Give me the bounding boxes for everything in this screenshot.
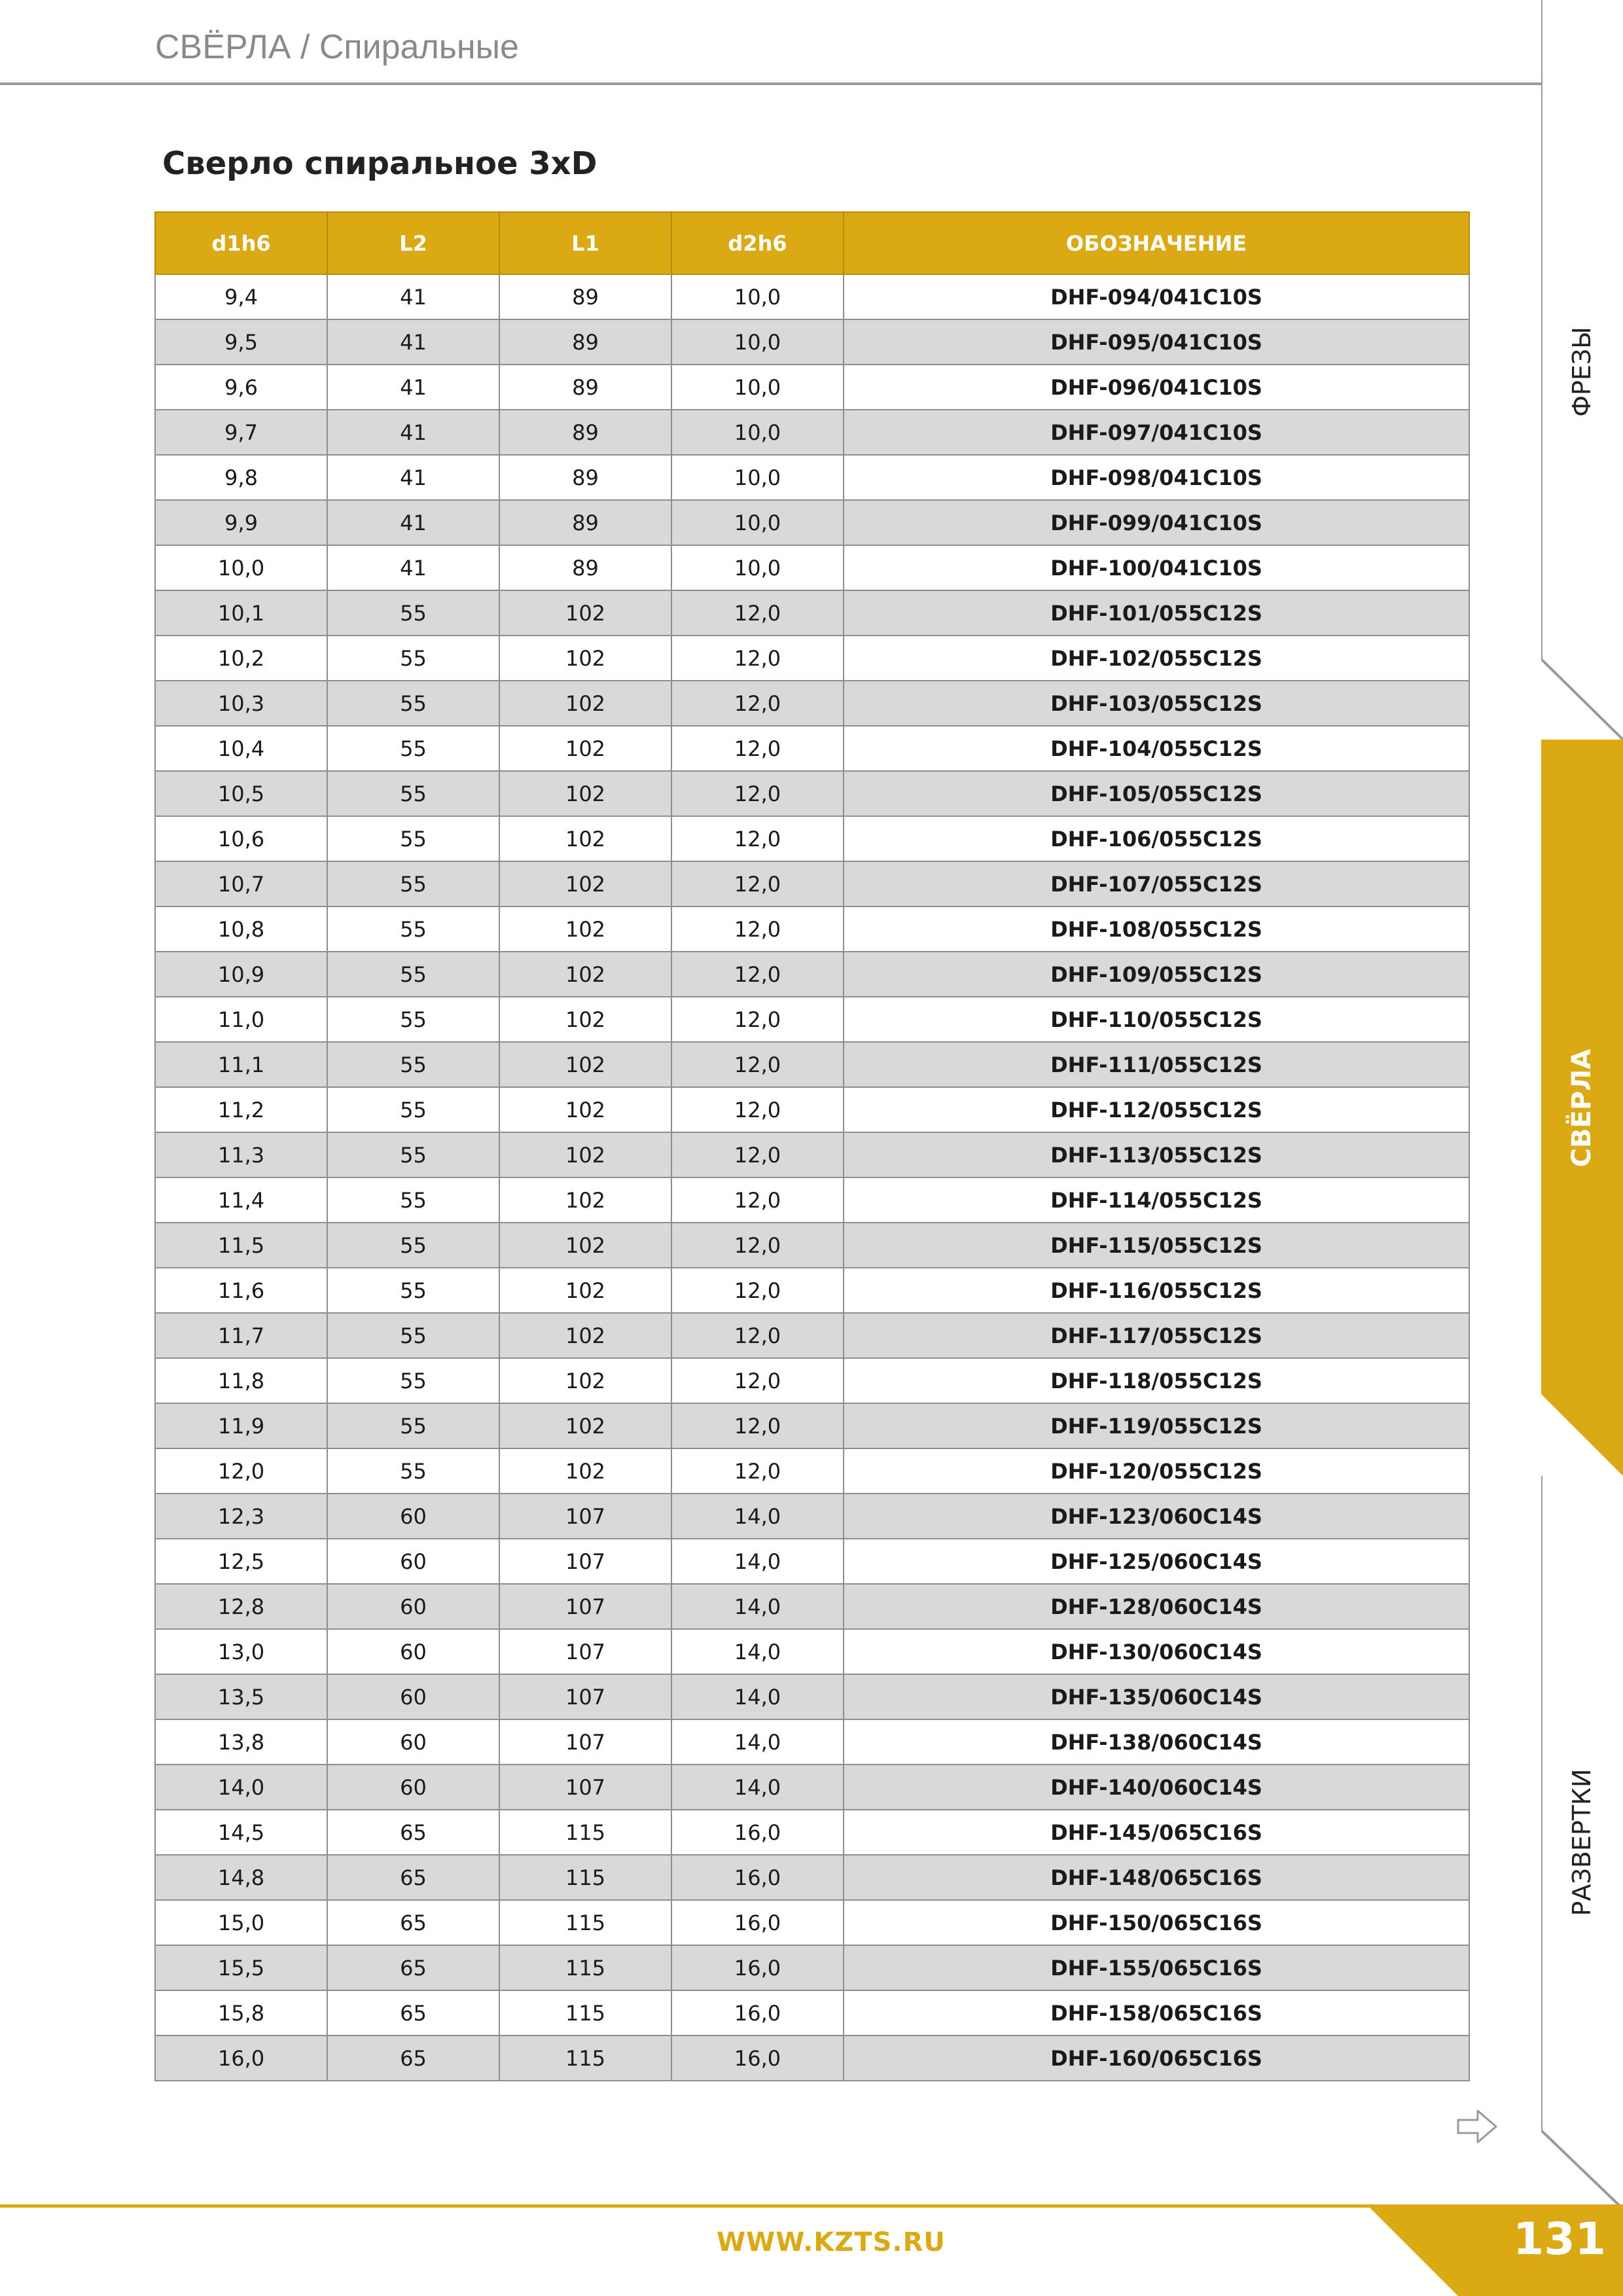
table-cell-l2: 41 xyxy=(327,455,499,500)
table-cell-d1h6: 11,3 xyxy=(155,1132,327,1177)
page-title: Сверло спиральное 3xD xyxy=(162,145,597,182)
table-cell-d2h6: 12,0 xyxy=(671,726,844,771)
table-cell-l1: 107 xyxy=(499,1494,671,1539)
header-divider xyxy=(0,82,1541,85)
table-row xyxy=(155,590,1469,636)
table-row xyxy=(155,952,1469,997)
column-header-d1h6: d1h6 xyxy=(155,212,327,274)
table-cell-designation: DHF-108/055C12S xyxy=(844,906,1469,952)
table-cell-d1h6: 9,5 xyxy=(155,319,327,365)
table-cell-designation: DHF-148/065C16S xyxy=(844,1855,1469,1900)
table-cell-d2h6: 12,0 xyxy=(671,1223,844,1268)
column-header-designation: ОБОЗНАЧЕНИЕ xyxy=(844,212,1469,274)
table-cell-d2h6: 10,0 xyxy=(671,545,844,590)
table-cell-d1h6: 12,8 xyxy=(155,1584,327,1629)
side-tab-milling[interactable]: ФРЕЗЫ xyxy=(1567,327,1596,417)
table-cell-l2: 55 xyxy=(327,1132,499,1177)
table-cell-l2: 41 xyxy=(327,410,499,455)
table-cell-d1h6: 11,7 xyxy=(155,1313,327,1358)
table-cell-d2h6: 10,0 xyxy=(671,455,844,500)
table-cell-d2h6: 12,0 xyxy=(671,1313,844,1358)
table-cell-l2: 41 xyxy=(327,545,499,590)
table-row xyxy=(155,1765,1469,1810)
table-cell-designation: DHF-112/055C12S xyxy=(844,1087,1469,1132)
table-cell-l1: 115 xyxy=(499,1990,671,2036)
column-header-l2: L2 xyxy=(327,212,499,274)
table-cell-designation: DHF-111/055C12S xyxy=(844,1042,1469,1087)
table-cell-designation: DHF-123/060C14S xyxy=(844,1494,1469,1539)
table-cell-designation: DHF-101/055C12S xyxy=(844,590,1469,636)
table-cell-l2: 65 xyxy=(327,2036,499,2081)
table-cell-l2: 55 xyxy=(327,1313,499,1358)
table-cell-d1h6: 12,5 xyxy=(155,1539,327,1584)
table-cell-d2h6: 16,0 xyxy=(671,1900,844,1945)
table-cell-d2h6: 12,0 xyxy=(671,1268,844,1313)
table-cell-d2h6: 12,0 xyxy=(671,1403,844,1448)
table-cell-d1h6: 12,3 xyxy=(155,1494,327,1539)
table-cell-l2: 55 xyxy=(327,952,499,997)
table-cell-l1: 102 xyxy=(499,952,671,997)
table-cell-d2h6: 12,0 xyxy=(671,681,844,726)
table-cell-d1h6: 13,0 xyxy=(155,1629,327,1674)
table-row xyxy=(155,1900,1469,1945)
table-cell-d2h6: 12,0 xyxy=(671,997,844,1042)
table-row xyxy=(155,816,1469,861)
table-row xyxy=(155,500,1469,545)
table-cell-l1: 102 xyxy=(499,1042,671,1087)
table-cell-d1h6: 9,4 xyxy=(155,274,327,319)
table-cell-l2: 65 xyxy=(327,1855,499,1900)
table-row xyxy=(155,1358,1469,1403)
table-row xyxy=(155,2036,1469,2081)
table-cell-l1: 102 xyxy=(499,861,671,906)
table-cell-designation: DHF-104/055C12S xyxy=(844,726,1469,771)
table-cell-l1: 102 xyxy=(499,1087,671,1132)
table-cell-d2h6: 14,0 xyxy=(671,1719,844,1765)
table-cell-l1: 102 xyxy=(499,816,671,861)
table-cell-d1h6: 9,6 xyxy=(155,365,327,410)
table-cell-l2: 41 xyxy=(327,365,499,410)
table-cell-l2: 41 xyxy=(327,274,499,319)
table-cell-designation: DHF-125/060C14S xyxy=(844,1539,1469,1584)
table-row xyxy=(155,365,1469,410)
table-cell-l1: 102 xyxy=(499,771,671,816)
table-cell-d2h6: 12,0 xyxy=(671,1448,844,1494)
table-cell-designation: DHF-140/060C14S xyxy=(844,1765,1469,1810)
table-row xyxy=(155,455,1469,500)
table-cell-l1: 89 xyxy=(499,500,671,545)
table-row xyxy=(155,906,1469,952)
table-cell-designation: DHF-107/055C12S xyxy=(844,861,1469,906)
table-cell-designation: DHF-100/041C10S xyxy=(844,545,1469,590)
table-cell-d1h6: 11,0 xyxy=(155,997,327,1042)
table-cell-d2h6: 14,0 xyxy=(671,1765,844,1810)
table-row xyxy=(155,1674,1469,1719)
table-cell-d2h6: 14,0 xyxy=(671,1539,844,1584)
footer-url-link[interactable]: WWW.KZTS.RU xyxy=(717,2227,946,2257)
table-cell-d1h6: 13,5 xyxy=(155,1674,327,1719)
table-cell-l1: 89 xyxy=(499,455,671,500)
table-row xyxy=(155,636,1469,681)
table-cell-d1h6: 14,5 xyxy=(155,1810,327,1855)
table-cell-designation: DHF-120/055C12S xyxy=(844,1448,1469,1494)
table-cell-d1h6: 10,7 xyxy=(155,861,327,906)
table-cell-d1h6: 10,5 xyxy=(155,771,327,816)
table-cell-l1: 89 xyxy=(499,274,671,319)
table-cell-d1h6: 9,9 xyxy=(155,500,327,545)
table-cell-d1h6: 11,9 xyxy=(155,1403,327,1448)
table-cell-l2: 65 xyxy=(327,1810,499,1855)
table-row xyxy=(155,1855,1469,1900)
table-cell-l2: 41 xyxy=(327,500,499,545)
table-row xyxy=(155,1268,1469,1313)
table-cell-designation: DHF-097/041C10S xyxy=(844,410,1469,455)
table-row xyxy=(155,1494,1469,1539)
table-row xyxy=(155,1629,1469,1674)
side-tab-drills[interactable]: СВЁРЛА xyxy=(1567,1049,1597,1168)
table-cell-d2h6: 16,0 xyxy=(671,1945,844,1990)
table-cell-l1: 102 xyxy=(499,590,671,636)
table-cell-l2: 60 xyxy=(327,1494,499,1539)
table-row xyxy=(155,1448,1469,1494)
table-cell-l2: 55 xyxy=(327,1403,499,1448)
table-cell-d1h6: 10,1 xyxy=(155,590,327,636)
table-cell-l2: 55 xyxy=(327,771,499,816)
table-cell-designation: DHF-103/055C12S xyxy=(844,681,1469,726)
table-cell-l1: 102 xyxy=(499,1223,671,1268)
table-row xyxy=(155,1810,1469,1855)
table-cell-l2: 55 xyxy=(327,1448,499,1494)
table-cell-designation: DHF-098/041C10S xyxy=(844,455,1469,500)
table-cell-designation: DHF-150/065C16S xyxy=(844,1900,1469,1945)
table-cell-d1h6: 10,2 xyxy=(155,636,327,681)
table-cell-l1: 102 xyxy=(499,1132,671,1177)
table-cell-l1: 115 xyxy=(499,2036,671,2081)
table-cell-d2h6: 12,0 xyxy=(671,1042,844,1087)
table-row xyxy=(155,681,1469,726)
table-cell-d1h6: 15,8 xyxy=(155,1990,327,2036)
table-cell-designation: DHF-158/065C16S xyxy=(844,1990,1469,2036)
table-cell-designation: DHF-105/055C12S xyxy=(844,771,1469,816)
table-cell-d2h6: 12,0 xyxy=(671,1132,844,1177)
table-cell-l2: 55 xyxy=(327,726,499,771)
column-header-l1: L1 xyxy=(499,212,671,274)
table-cell-d2h6: 14,0 xyxy=(671,1494,844,1539)
table-cell-designation: DHF-138/060C14S xyxy=(844,1719,1469,1765)
table-cell-l2: 55 xyxy=(327,681,499,726)
table-row xyxy=(155,1539,1469,1584)
table-cell-designation: DHF-110/055C12S xyxy=(844,997,1469,1042)
table-cell-d1h6: 9,7 xyxy=(155,410,327,455)
table-cell-designation: DHF-135/060C14S xyxy=(844,1674,1469,1719)
table-cell-d1h6: 11,5 xyxy=(155,1223,327,1268)
table-cell-d2h6: 12,0 xyxy=(671,1087,844,1132)
table-cell-l2: 60 xyxy=(327,1719,499,1765)
table-cell-d1h6: 11,1 xyxy=(155,1042,327,1087)
table-cell-designation: DHF-128/060C14S xyxy=(844,1584,1469,1629)
side-tab-reamers[interactable]: РАЗВЕРТКИ xyxy=(1567,1768,1596,1916)
table-cell-l2: 65 xyxy=(327,1990,499,2036)
table-row xyxy=(155,997,1469,1042)
table-cell-d1h6: 11,8 xyxy=(155,1358,327,1403)
table-cell-l2: 60 xyxy=(327,1765,499,1810)
arrow-right-outline-icon[interactable] xyxy=(1457,2109,1499,2144)
table-cell-l2: 60 xyxy=(327,1539,499,1584)
breadcrumb: СВЁРЛА / Спиральные xyxy=(155,28,519,66)
table-cell-designation: DHF-099/041C10S xyxy=(844,500,1469,545)
table-cell-designation: DHF-145/065C16S xyxy=(844,1810,1469,1855)
table-row xyxy=(155,1223,1469,1268)
table-cell-designation: DHF-102/055C12S xyxy=(844,636,1469,681)
table-cell-d2h6: 16,0 xyxy=(671,1990,844,2036)
table-cell-l1: 115 xyxy=(499,1900,671,1945)
table-cell-l1: 115 xyxy=(499,1810,671,1855)
table-cell-l1: 102 xyxy=(499,1268,671,1313)
table-cell-d2h6: 10,0 xyxy=(671,274,844,319)
table-cell-l1: 102 xyxy=(499,1448,671,1494)
table-cell-d2h6: 16,0 xyxy=(671,1855,844,1900)
table-cell-d2h6: 10,0 xyxy=(671,319,844,365)
table-body xyxy=(155,274,1469,2081)
footer-divider xyxy=(0,2204,1374,2208)
table-cell-l1: 115 xyxy=(499,1945,671,1990)
table-header-row xyxy=(155,212,1469,274)
table-cell-d1h6: 9,8 xyxy=(155,455,327,500)
table-cell-l2: 65 xyxy=(327,1945,499,1990)
table-cell-l2: 55 xyxy=(327,816,499,861)
table-cell-l1: 102 xyxy=(499,726,671,771)
table-cell-d2h6: 12,0 xyxy=(671,1177,844,1223)
table-cell-d2h6: 12,0 xyxy=(671,636,844,681)
table-cell-l1: 107 xyxy=(499,1584,671,1629)
table-cell-l1: 102 xyxy=(499,1313,671,1358)
table-cell-designation: DHF-113/055C12S xyxy=(844,1132,1469,1177)
table-cell-designation: DHF-118/055C12S xyxy=(844,1358,1469,1403)
table-cell-designation: DHF-114/055C12S xyxy=(844,1177,1469,1223)
table-cell-designation: DHF-115/055C12S xyxy=(844,1223,1469,1268)
table-cell-d2h6: 12,0 xyxy=(671,861,844,906)
table-cell-designation: DHF-160/065C16S xyxy=(844,2036,1469,2081)
table-cell-l2: 60 xyxy=(327,1629,499,1674)
table-cell-l1: 107 xyxy=(499,1629,671,1674)
table-cell-d2h6: 10,0 xyxy=(671,365,844,410)
table-head xyxy=(155,212,1469,274)
page-number: 131 xyxy=(1513,2214,1606,2265)
table-cell-l2: 55 xyxy=(327,861,499,906)
table-cell-d2h6: 12,0 xyxy=(671,590,844,636)
table-cell-d2h6: 14,0 xyxy=(671,1674,844,1719)
table-cell-d1h6: 11,4 xyxy=(155,1177,327,1223)
table-cell-l1: 107 xyxy=(499,1719,671,1765)
table-cell-l1: 107 xyxy=(499,1539,671,1584)
table-cell-l2: 55 xyxy=(327,1087,499,1132)
table-row xyxy=(155,1087,1469,1132)
table-cell-l1: 107 xyxy=(499,1765,671,1810)
table-cell-designation: DHF-109/055C12S xyxy=(844,952,1469,997)
table-row xyxy=(155,1177,1469,1223)
table-row xyxy=(155,861,1469,906)
table-row xyxy=(155,274,1469,319)
table-cell-l1: 89 xyxy=(499,410,671,455)
table-row xyxy=(155,1945,1469,1990)
table-cell-d2h6: 14,0 xyxy=(671,1629,844,1674)
table-cell-l2: 55 xyxy=(327,1358,499,1403)
table-cell-l1: 102 xyxy=(499,1358,671,1403)
table-cell-l1: 89 xyxy=(499,545,671,590)
table-cell-d1h6: 10,6 xyxy=(155,816,327,861)
table-cell-l1: 102 xyxy=(499,1177,671,1223)
table-cell-d1h6: 13,8 xyxy=(155,1719,327,1765)
table-cell-d1h6: 11,6 xyxy=(155,1268,327,1313)
table-cell-d2h6: 12,0 xyxy=(671,771,844,816)
table-cell-d2h6: 12,0 xyxy=(671,906,844,952)
table-row xyxy=(155,1132,1469,1177)
table-cell-d1h6: 11,2 xyxy=(155,1087,327,1132)
table-cell-d2h6: 10,0 xyxy=(671,500,844,545)
table-cell-l1: 89 xyxy=(499,365,671,410)
table-cell-d1h6: 14,8 xyxy=(155,1855,327,1900)
table-cell-d1h6: 15,0 xyxy=(155,1900,327,1945)
table-cell-l2: 55 xyxy=(327,590,499,636)
table-cell-designation: DHF-116/055C12S xyxy=(844,1268,1469,1313)
table-cell-l2: 60 xyxy=(327,1584,499,1629)
table-cell-designation: DHF-095/041C10S xyxy=(844,319,1469,365)
table-cell-designation: DHF-130/060C14S xyxy=(844,1629,1469,1674)
table-cell-designation: DHF-096/041C10S xyxy=(844,365,1469,410)
table-row xyxy=(155,545,1469,590)
table-cell-d2h6: 16,0 xyxy=(671,2036,844,2081)
table-cell-d2h6: 16,0 xyxy=(671,1810,844,1855)
table-cell-d2h6: 10,0 xyxy=(671,410,844,455)
table-cell-l2: 55 xyxy=(327,997,499,1042)
column-header-d2h6: d2h6 xyxy=(671,212,844,274)
table-cell-l2: 55 xyxy=(327,1042,499,1087)
table-row xyxy=(155,410,1469,455)
table-cell-designation: DHF-094/041C10S xyxy=(844,274,1469,319)
table-cell-d1h6: 15,5 xyxy=(155,1945,327,1990)
table-cell-l1: 107 xyxy=(499,1674,671,1719)
table-row xyxy=(155,771,1469,816)
table-cell-l2: 55 xyxy=(327,1223,499,1268)
table-cell-d2h6: 12,0 xyxy=(671,1358,844,1403)
table-row xyxy=(155,1584,1469,1629)
table-row xyxy=(155,1719,1469,1765)
table-cell-d2h6: 14,0 xyxy=(671,1584,844,1629)
table-row xyxy=(155,1042,1469,1087)
table-cell-l2: 60 xyxy=(327,1674,499,1719)
table-cell-l1: 89 xyxy=(499,319,671,365)
table-cell-d1h6: 16,0 xyxy=(155,2036,327,2081)
table-cell-l2: 41 xyxy=(327,319,499,365)
table-cell-d2h6: 12,0 xyxy=(671,816,844,861)
table-cell-l2: 65 xyxy=(327,1900,499,1945)
table-cell-l2: 55 xyxy=(327,1268,499,1313)
table-cell-designation: DHF-106/055C12S xyxy=(844,816,1469,861)
table-row xyxy=(155,1990,1469,2036)
table-row xyxy=(155,1313,1469,1358)
table-cell-d1h6: 10,9 xyxy=(155,952,327,997)
table-cell-l1: 102 xyxy=(499,997,671,1042)
table-row xyxy=(155,319,1469,365)
section-side-tabs xyxy=(1541,0,1623,2296)
table-cell-d1h6: 10,0 xyxy=(155,545,327,590)
table-cell-l2: 55 xyxy=(327,636,499,681)
table-cell-l1: 102 xyxy=(499,906,671,952)
table-cell-designation: DHF-119/055C12S xyxy=(844,1403,1469,1448)
table-cell-d1h6: 10,4 xyxy=(155,726,327,771)
table-cell-l1: 102 xyxy=(499,681,671,726)
table-cell-l1: 115 xyxy=(499,1855,671,1900)
table-cell-d1h6: 10,8 xyxy=(155,906,327,952)
table-cell-l2: 55 xyxy=(327,1177,499,1223)
table-cell-d1h6: 14,0 xyxy=(155,1765,327,1810)
table-cell-d1h6: 12,0 xyxy=(155,1448,327,1494)
table-cell-d1h6: 10,3 xyxy=(155,681,327,726)
table-cell-l2: 55 xyxy=(327,906,499,952)
table-cell-l1: 102 xyxy=(499,1403,671,1448)
table-cell-designation: DHF-155/065C16S xyxy=(844,1945,1469,1990)
table-cell-l1: 102 xyxy=(499,636,671,681)
table-row xyxy=(155,726,1469,771)
spec-table xyxy=(154,211,1470,2081)
table-row xyxy=(155,1403,1469,1448)
table-cell-designation: DHF-117/055C12S xyxy=(844,1313,1469,1358)
table-cell-d2h6: 12,0 xyxy=(671,952,844,997)
